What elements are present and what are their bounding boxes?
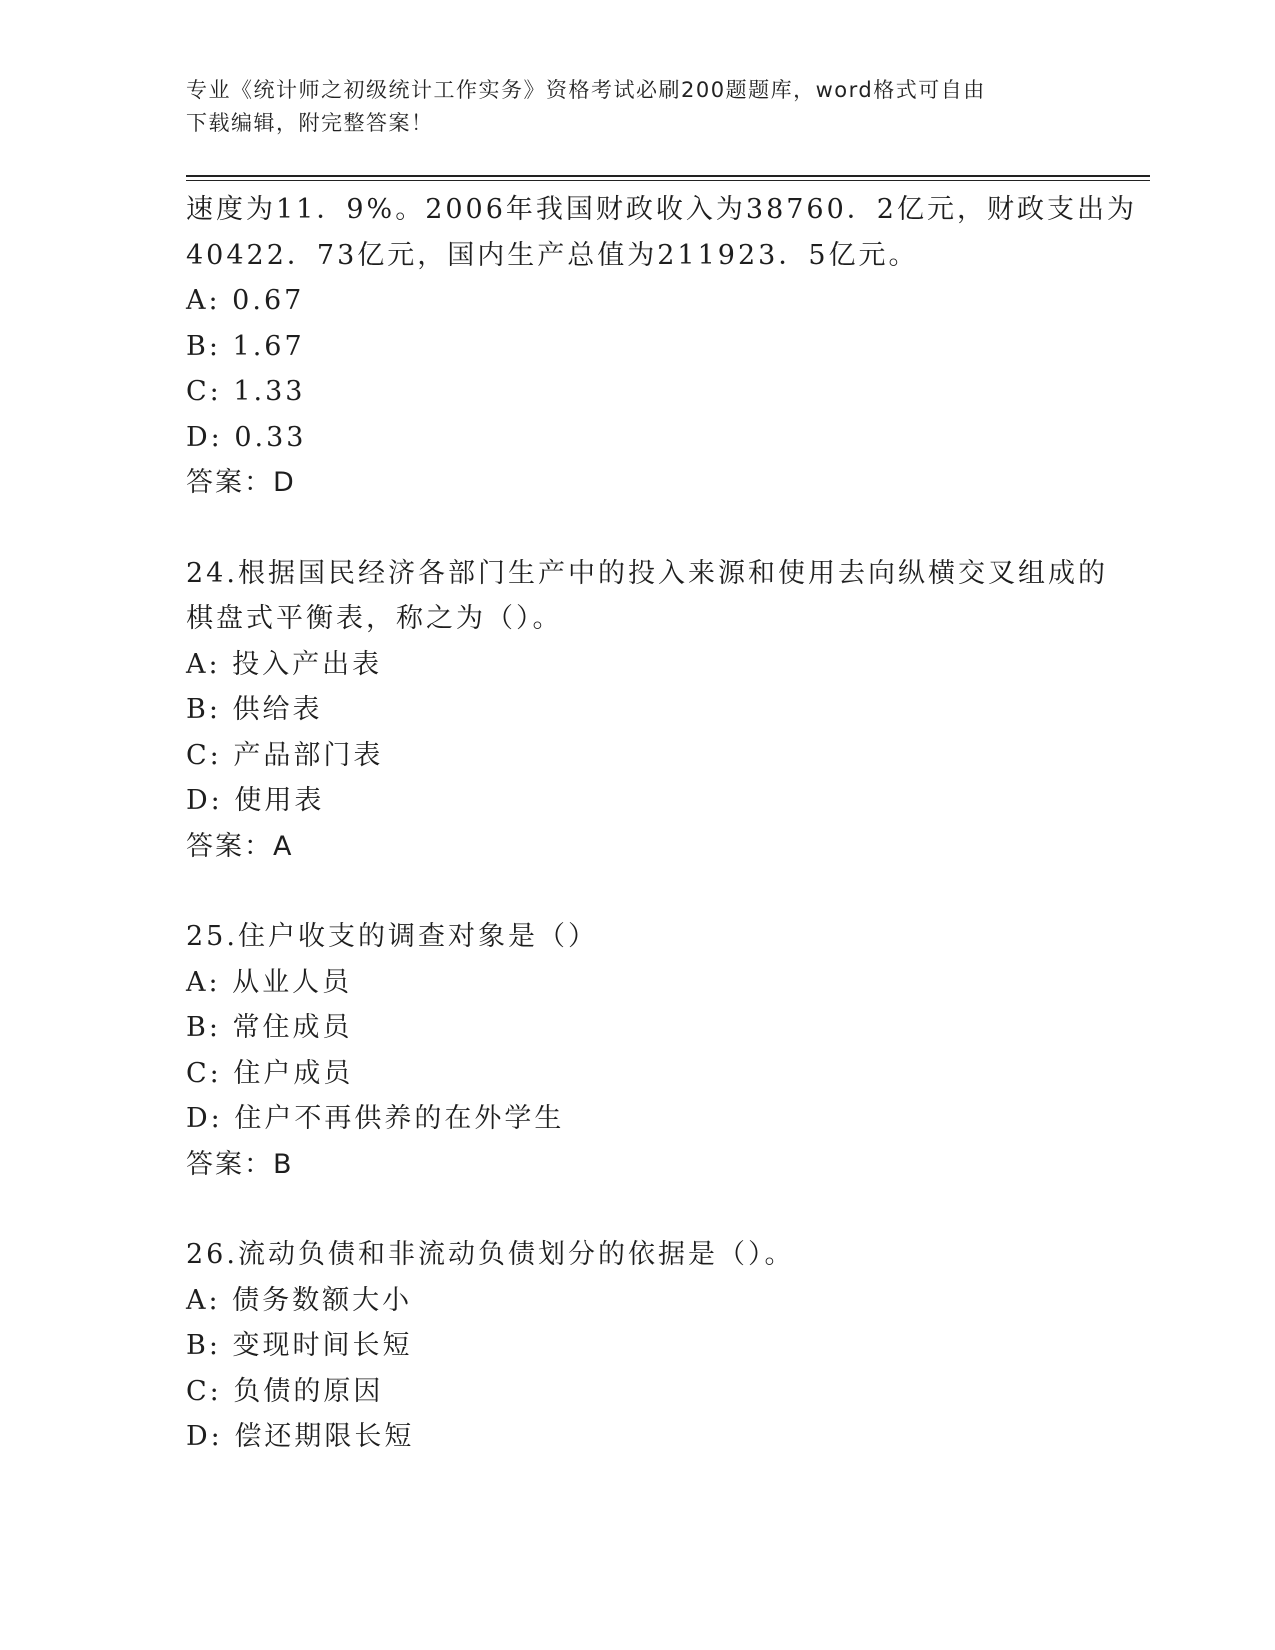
answer-line: 答案：B	[186, 1148, 294, 1180]
header-divider-thin	[186, 180, 1150, 181]
header-title-line1: 专业《统计师之初级统计工作实务》资格考试必刷200题题库，word格式可自由	[186, 78, 986, 102]
question-24	[186, 551, 1108, 870]
question-list	[186, 187, 1137, 1460]
option-a: A: 从业人员	[186, 966, 353, 998]
question-26	[186, 1232, 1086, 1460]
option-a: A: 投入产出表	[186, 648, 383, 680]
option-a: A: 0.67	[186, 285, 305, 316]
answer-line: 答案：D	[186, 467, 296, 498]
page-header	[186, 74, 1066, 140]
header-title-line2: 下载编辑，附完整答案！	[186, 111, 434, 135]
question-23	[186, 187, 1137, 506]
question-25	[186, 914, 1086, 1187]
option-c: C: 负债的原因	[186, 1375, 384, 1407]
question-text: 24.根据国民经济各部门生产中的投入来源和使用去向纵横交叉组成的	[186, 557, 1108, 589]
question-spacer	[186, 869, 1086, 914]
option-d: D: 0.33	[186, 421, 307, 453]
question-text: 速度为11．9%。2006年我国财政收入为38760．2亿元，财政支出为	[186, 194, 1137, 225]
question-text: 棋盘式平衡表，称之为（）。	[186, 603, 563, 634]
option-b: B: 1.67	[186, 330, 305, 362]
answer-line: 答案：A	[186, 830, 294, 862]
option-c: C: 1.33	[186, 376, 306, 407]
question-text: 25.住户收支的调查对象是（）	[186, 921, 598, 952]
option-c: C: 住户成员	[186, 1057, 354, 1089]
question-spacer	[186, 1187, 1086, 1232]
question-text: 40422．73亿元，国内生产总值为211923．5亿元。	[186, 239, 919, 271]
option-a: A: 债务数额大小	[186, 1284, 413, 1316]
option-d: D: 使用表	[186, 785, 325, 816]
option-b: B: 变现时间长短	[186, 1330, 413, 1361]
option-d: D: 住户不再供养的在外学生	[186, 1103, 565, 1134]
option-c: C: 产品部门表	[186, 739, 384, 771]
question-spacer	[186, 506, 1086, 551]
option-b: B: 常住成员	[186, 1012, 353, 1043]
option-d: D: 偿还期限长短	[186, 1421, 415, 1452]
question-text: 26.流动负债和非流动负债划分的依据是（）。	[186, 1239, 795, 1270]
header-divider-thick	[186, 175, 1150, 177]
option-b: B: 供给表	[186, 694, 323, 725]
